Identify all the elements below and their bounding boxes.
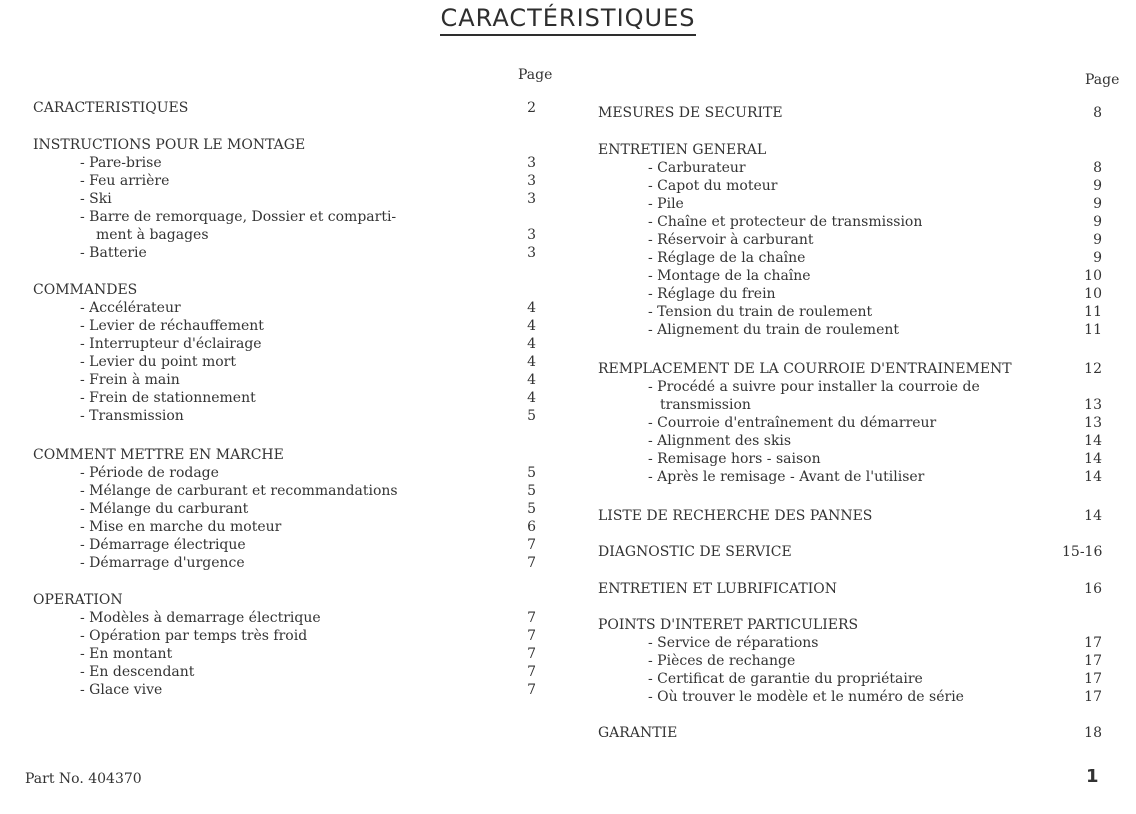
toc-item-page: 10 <box>1084 268 1102 284</box>
toc-section-header <box>0 136 560 154</box>
toc-item-page: 5 <box>527 465 536 481</box>
toc-item-page: 4 <box>527 354 536 370</box>
toc-item-text: - Où trouver le modèle et le numéro de série <box>648 689 964 705</box>
toc-item-text: - Modèles à demarrage électrique <box>80 610 321 626</box>
toc-item-page: 9 <box>1093 196 1102 212</box>
toc-item-page: 6 <box>527 519 536 535</box>
toc-item-text: ment à bagages <box>96 227 209 243</box>
toc-item-page: 14 <box>1084 451 1102 467</box>
toc-item-page: 3 <box>527 245 536 261</box>
toc-item-page: 5 <box>527 408 536 424</box>
toc-section-header <box>0 446 560 464</box>
toc-item-text: - En descendant <box>80 664 195 680</box>
toc-item-page: 9 <box>1093 214 1102 230</box>
toc-item-page: 3 <box>527 173 536 189</box>
toc-section <box>0 281 560 425</box>
toc-section-header <box>590 104 1136 122</box>
toc-section <box>590 141 1136 339</box>
toc-item <box>590 450 1136 468</box>
toc-item <box>590 249 1136 267</box>
toc-item-text: - Courroie d'entraînement du démarreur <box>648 415 937 431</box>
toc-section-header <box>590 616 1136 634</box>
toc-item-text: - En montant <box>80 646 173 662</box>
section-title: POINTS D'INTERET PARTICULIERS <box>598 617 859 633</box>
section-page: 8 <box>1093 105 1102 121</box>
toc-item <box>0 645 560 663</box>
toc-item-text: - Mélange de carburant et recommandations <box>80 483 398 499</box>
toc-item <box>590 213 1136 231</box>
toc-item-text: - Mise en marche du moteur <box>80 519 282 535</box>
toc-item-page: 13 <box>1084 415 1102 431</box>
toc-item <box>590 652 1136 670</box>
toc-item <box>0 190 560 208</box>
toc-item-page: 3 <box>527 155 536 171</box>
toc-section-header <box>590 724 1136 742</box>
toc-item <box>0 389 560 407</box>
toc-item-text: - Transmission <box>80 408 184 424</box>
toc-item-page: 7 <box>527 610 536 626</box>
toc-item-page: 9 <box>1093 178 1102 194</box>
toc-item-text: - Réglage de la chaîne <box>648 250 806 266</box>
toc-item-page: 14 <box>1084 433 1102 449</box>
toc-item <box>590 303 1136 321</box>
section-page: 16 <box>1084 581 1102 597</box>
toc-item-page: 5 <box>527 483 536 499</box>
section-page: 15-16 <box>1062 544 1103 560</box>
toc-item-text: - Accélérateur <box>80 300 181 316</box>
toc-item-page: 7 <box>527 646 536 662</box>
toc-item <box>0 244 560 262</box>
section-page: 14 <box>1084 508 1102 524</box>
toc-item <box>590 432 1136 450</box>
toc-item <box>0 154 560 172</box>
toc-item-page: 17 <box>1084 671 1102 687</box>
toc-item-page: 9 <box>1093 250 1102 266</box>
toc-item-text: - Alignement du train de roulement <box>648 322 900 338</box>
toc-section <box>590 360 1136 486</box>
toc-item-text: - Après le remisage - Avant de l'utiliser <box>648 469 925 485</box>
toc-item <box>0 371 560 389</box>
section-title: GARANTIE <box>598 725 678 741</box>
section-title: COMMENT METTRE EN MARCHE <box>33 447 284 463</box>
toc-item-page: 11 <box>1084 322 1102 338</box>
toc-section <box>0 136 560 262</box>
toc-item-text: - Glace vive <box>80 682 163 698</box>
toc-item-page: 4 <box>527 336 536 352</box>
toc-item-page: 7 <box>527 664 536 680</box>
section-title: CARACTERISTIQUES <box>33 100 189 116</box>
toc-section <box>0 99 560 117</box>
toc-item <box>0 407 560 425</box>
toc-item-page: 4 <box>527 390 536 406</box>
toc-item-page: 17 <box>1084 653 1102 669</box>
toc-section-header <box>590 543 1136 561</box>
toc-item-text: - Procédé a suivre pour installer la courroie de <box>648 379 980 395</box>
toc-item <box>0 353 560 371</box>
toc-item-text: - Chaîne et protecteur de transmission <box>648 214 923 230</box>
page-column-label-left: Page <box>518 67 553 83</box>
toc-item <box>0 681 560 699</box>
toc-section-header <box>590 360 1136 378</box>
toc-item <box>0 663 560 681</box>
toc-section-header <box>0 99 560 117</box>
toc-item <box>0 500 560 518</box>
toc-item-text: - Levier de réchauffement <box>80 318 264 334</box>
toc-item-page: 7 <box>527 628 536 644</box>
toc-item-page: 10 <box>1084 286 1102 302</box>
toc-item <box>590 396 1136 414</box>
toc-item-text: - Réglage du frein <box>648 286 776 302</box>
toc-item-text: - Période de rodage <box>80 465 219 481</box>
toc-item <box>590 267 1136 285</box>
toc-item <box>0 482 560 500</box>
toc-item <box>0 554 560 572</box>
toc-item-page: 7 <box>527 555 536 571</box>
toc-item-text: - Pièces de rechange <box>648 653 796 669</box>
toc-item <box>590 177 1136 195</box>
section-title: MESURES DE SECURITE <box>598 105 783 121</box>
section-title: REMPLACEMENT DE LA COURROIE D'ENTRAINEMENT <box>598 361 1012 377</box>
section-title: ENTRETIEN ET LUBRIFICATION <box>598 581 837 597</box>
toc-item-page: 9 <box>1093 232 1102 248</box>
section-page: 2 <box>527 100 536 116</box>
toc-item <box>590 414 1136 432</box>
toc-item <box>0 208 560 226</box>
toc-item-text: - Capot du moteur <box>648 178 778 194</box>
toc-item-text: - Montage de la chaîne <box>648 268 811 284</box>
section-page: 12 <box>1084 361 1102 377</box>
toc-item-page: 3 <box>527 191 536 207</box>
page-column-label-right: Page <box>1085 72 1120 88</box>
toc-section-header <box>590 141 1136 159</box>
toc-item-text: - Service de réparations <box>648 635 819 651</box>
toc-item-page: 17 <box>1084 689 1102 705</box>
toc-item <box>590 231 1136 249</box>
toc-item-page: 4 <box>527 318 536 334</box>
toc-item <box>0 226 560 244</box>
section-title: ENTRETIEN GENERAL <box>598 142 767 158</box>
toc-section <box>0 591 560 699</box>
page-number: 1 <box>1086 766 1099 787</box>
toc-item <box>0 299 560 317</box>
toc-item-page: 3 <box>527 227 536 243</box>
toc-item-page: 14 <box>1084 469 1102 485</box>
toc-item-text: - Feu arrière <box>80 173 170 189</box>
toc-section <box>590 724 1136 742</box>
toc-item-text: - Interrupteur d'éclairage <box>80 336 262 352</box>
toc-section <box>590 104 1136 122</box>
toc-item-page: 5 <box>527 501 536 517</box>
toc-section <box>0 446 560 572</box>
toc-item-text: - Barre de remorquage, Dossier et comparti- <box>80 209 397 225</box>
section-title: COMMANDES <box>33 282 138 298</box>
toc-item-text: - Réservoir à carburant <box>648 232 814 248</box>
section-title: DIAGNOSTIC DE SERVICE <box>598 544 792 560</box>
toc-item-text: - Mélange du carburant <box>80 501 249 517</box>
toc-item <box>590 688 1136 706</box>
toc-item-text: - Tension du train de roulement <box>648 304 873 320</box>
toc-item <box>0 172 560 190</box>
section-title: OPERATION <box>33 592 123 608</box>
toc-item <box>590 670 1136 688</box>
toc-item <box>0 464 560 482</box>
toc-item <box>590 634 1136 652</box>
toc-section <box>590 616 1136 706</box>
toc-item-text: - Frein de stationnement <box>80 390 256 406</box>
toc-item <box>0 536 560 554</box>
document-title <box>0 4 1136 32</box>
toc-item-page: 17 <box>1084 635 1102 651</box>
toc-item <box>590 378 1136 396</box>
section-page: 18 <box>1084 725 1102 741</box>
toc-item-text: - Alignment des skis <box>648 433 792 449</box>
toc-item-text: - Levier du point mort <box>80 354 236 370</box>
toc-item <box>0 609 560 627</box>
toc-item-page: 7 <box>527 537 536 553</box>
toc-item-page: 4 <box>527 372 536 388</box>
document-title-text: CARACTÉRISTIQUES <box>440 4 695 36</box>
toc-item-page: 4 <box>527 300 536 316</box>
toc-item <box>0 518 560 536</box>
toc-item <box>0 317 560 335</box>
toc-item-text: - Pare-brise <box>80 155 162 171</box>
toc-item <box>590 321 1136 339</box>
toc-item-text: - Certificat de garantie du propriétaire <box>648 671 923 687</box>
toc-item-text: - Frein à main <box>80 372 180 388</box>
toc-item <box>0 335 560 353</box>
toc-item <box>590 159 1136 177</box>
toc-item-text: - Ski <box>80 191 112 207</box>
toc-section-header <box>590 507 1136 525</box>
toc-item <box>590 285 1136 303</box>
toc-item <box>0 627 560 645</box>
toc-item-text: - Démarrage d'urgence <box>80 555 245 571</box>
toc-item <box>590 468 1136 486</box>
toc-item-text: - Pile <box>648 196 684 212</box>
section-title: LISTE DE RECHERCHE DES PANNES <box>598 508 873 524</box>
toc-item-page: 13 <box>1084 397 1102 413</box>
toc-section-header <box>0 591 560 609</box>
toc-section <box>590 507 1136 525</box>
toc-item-page: 8 <box>1093 160 1102 176</box>
toc-item <box>590 195 1136 213</box>
toc-section-header <box>590 580 1136 598</box>
toc-section-header <box>0 281 560 299</box>
toc-item-text: - Opération par temps très froid <box>80 628 308 644</box>
toc-item-text: transmission <box>660 397 751 413</box>
section-title: INSTRUCTIONS POUR LE MONTAGE <box>33 137 306 153</box>
toc-item-text: - Démarrage électrique <box>80 537 246 553</box>
toc-section <box>590 580 1136 598</box>
toc-item-text: - Batterie <box>80 245 147 261</box>
toc-section <box>590 543 1136 561</box>
toc-item-text: - Carburateur <box>648 160 746 176</box>
toc-item-text: - Remisage hors - saison <box>648 451 821 467</box>
toc-item-page: 7 <box>527 682 536 698</box>
part-number: Part No. 404370 <box>25 771 142 787</box>
toc-item-page: 11 <box>1084 304 1102 320</box>
